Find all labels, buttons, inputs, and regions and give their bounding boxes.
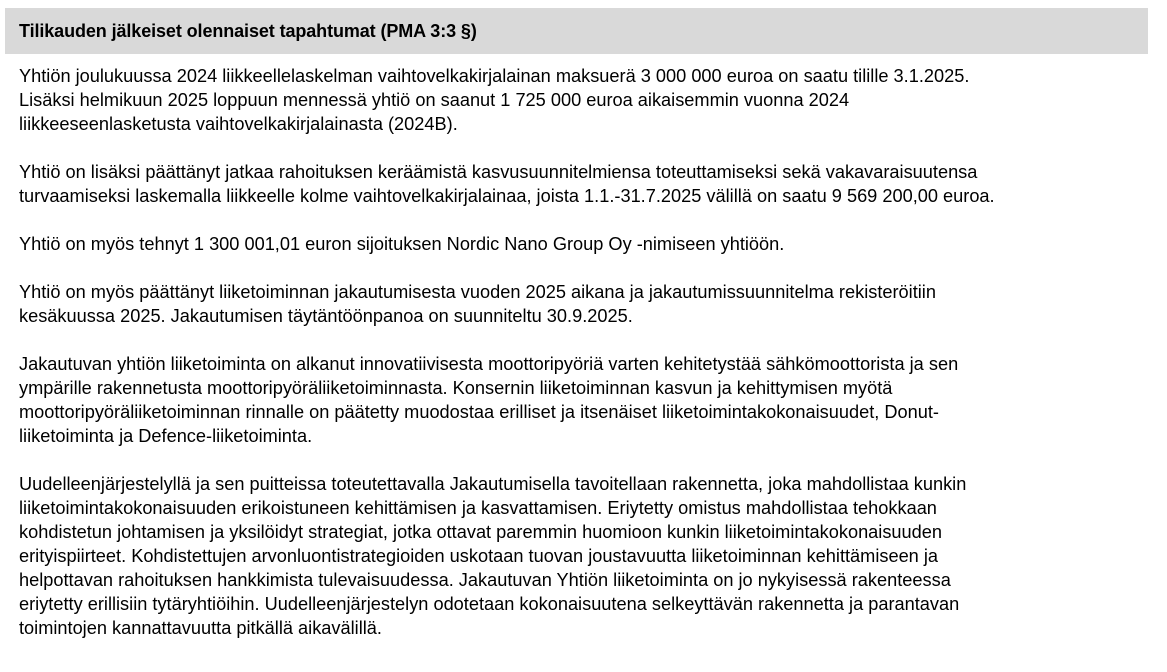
text-line: Lisäksi helmikuun 2025 loppuun mennessä yhtiö on saanut 1 725 000 euroa aikaisemmin vuonna 2024 — [19, 90, 850, 110]
document-body — [19, 64, 1154, 664]
paragraph-business-background — [19, 352, 1154, 448]
text-line: liikkeeseenlasketusta vaihtovelkakirjalainasta (2024B). — [19, 114, 458, 134]
text-line: eriytetty erillisiin tytäryhtiöihin. Uudelleenjärjestelyn odotetaan kokonaisuutena selkeyttävän rakennetta ja parantavan — [19, 594, 960, 614]
section-title: Tilikauden jälkeiset olennaiset tapahtumat (PMA 3:3 §) — [19, 20, 477, 41]
text-line: kesäkuussa 2025. Jakautumisen täytäntöönpanoa on suunniteltu 30.9.2025. — [19, 306, 633, 326]
paragraph-convertible-loan-payments — [19, 64, 1154, 136]
section-heading-bar — [5, 8, 1148, 54]
text-line: moottoripyöräliiketoiminnan rinnalle on päätetty muodostaa erilliset ja itsenäiset liiketoimintakokonaisuudet, Donut- — [19, 402, 939, 422]
text-line: turvaamiseksi laskemalla liikkeelle kolme vaihtovelkakirjalainaa, joista 1.1.-31.7.2025 välillä on saatu 9 569 200,00 euroa. — [19, 186, 995, 206]
text-line: ympärille rakennetusta moottoripyöräliiketoiminnasta. Konsernin liiketoiminnan kasvun ja kehittymisen myötä — [19, 378, 893, 398]
text-line: kohdistetun johtamisen ja yksilöidyt strategiat, jotka ottavat paremmin huomioon kunkin liiketoimintakokonaisuuden — [19, 522, 943, 542]
text-line: Yhtiö on lisäksi päättänyt jatkaa rahoituksen keräämistä kasvusuunnitelmiensa toteuttamiseksi sekä vakavaraisuutensa — [19, 162, 978, 182]
text-line: Yhtiö on myös tehnyt 1 300 001,01 euron sijoituksen Nordic Nano Group Oy -nimiseen yhtiöön. — [19, 234, 785, 254]
paragraph-reorganization-goals — [19, 472, 1154, 640]
text-line: toimintojen kannattavuutta pitkällä aikavälillä. — [19, 618, 382, 638]
text-line: liiketoimintakokonaisuuden erikoistuneen kehittämisen ja kasvattamisen. Eriytetty omistus mahdollistaa tehokkaan — [19, 498, 937, 518]
text-line: Yhtiön joulukuussa 2024 liikkeellelaskelman vaihtovelkakirjalainan maksuerä 3 000 000 euroa on saatu tilille 3.1.2025. — [19, 66, 970, 86]
text-line: Uudelleenjärjestelyllä ja sen puitteissa toteutettavalla Jakautumisella tavoitellaan rakennetta, joka mahdollistaa kunkin — [19, 474, 967, 494]
text-line: Jakautuvan yhtiön liiketoiminta on alkanut innovatiivisesta moottoripyöriä varten kehitetystää sähkömoottorista ja sen — [19, 354, 959, 374]
text-line: liiketoiminta ja Defence-liiketoiminta. — [19, 426, 313, 446]
paragraph-demerger-decision — [19, 280, 1154, 328]
text-line: erityispiirteet. Kohdistettujen arvonluontistrategioiden uskotaan tuovan joustavuutta liiketoiminnan kehittämiseen ja — [19, 546, 939, 566]
paragraph-investment — [19, 232, 1154, 256]
text-line: helpottavan rahoituksen hankkimista tulevaisuudessa. Jakautuvan Yhtiön liiketoiminta on jo nykyisessä rakenteessa — [19, 570, 951, 590]
paragraph-fundraising — [19, 160, 1154, 208]
text-line: Yhtiö on myös päättänyt liiketoiminnan jakautumisesta vuoden 2025 aikana ja jakautumissuunnitelma rekisteröitiin — [19, 282, 936, 302]
